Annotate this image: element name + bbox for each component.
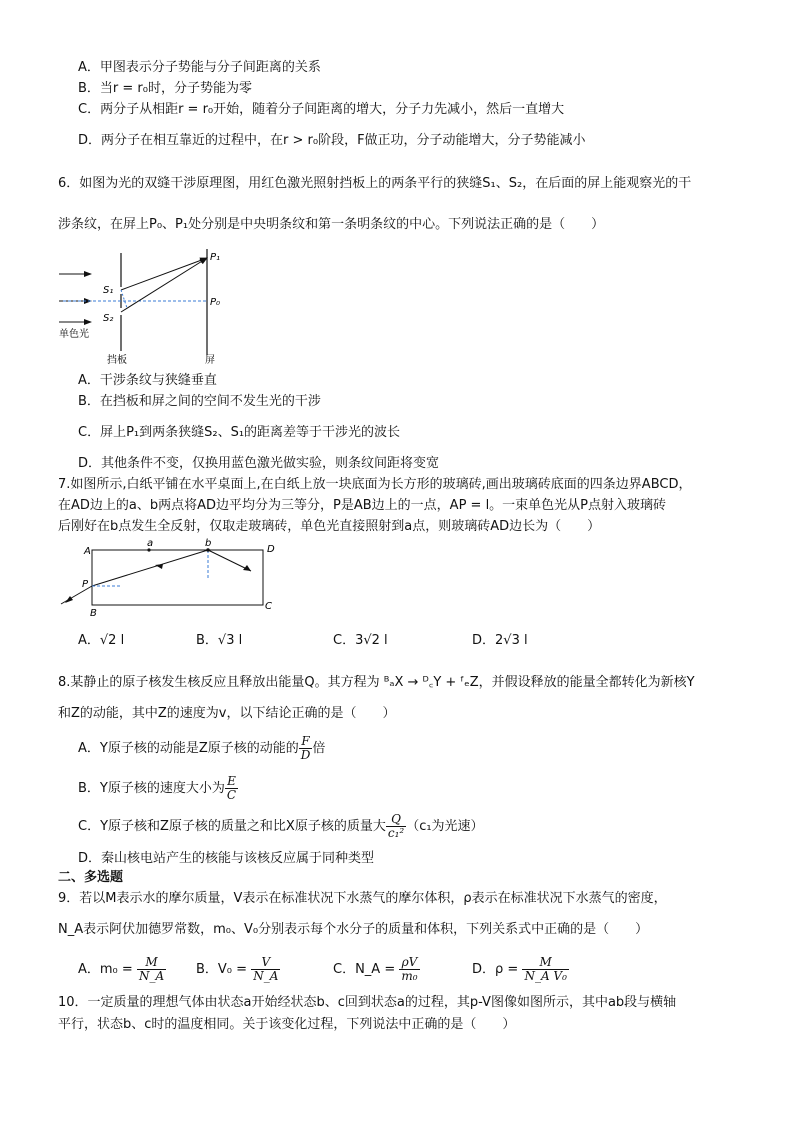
q8-option-a-fraction (299, 735, 313, 762)
q8-option-a-text: A．Y原子核的动能是Z原子核的动能的 (78, 741, 299, 756)
q8-option-c-post: （c₁为光速） (406, 819, 484, 834)
q10-stem-line2: 平行，状态b、c时的温度相同。关于该变化过程，下列说法中正确的是（ ） (58, 1017, 516, 1032)
q9-option-a-text: A．m₀ = (78, 962, 133, 977)
label-s1: S₁ (103, 285, 114, 296)
refracted-ray (92, 550, 208, 586)
label-C: C (265, 601, 272, 612)
q7-option-b: B．√3 l (196, 633, 243, 648)
label-D: D (267, 544, 275, 555)
q9-option-c-text: C．N_A = (333, 962, 396, 977)
q9-option-a (78, 955, 166, 985)
q7-option-a: A．√2 l (78, 633, 125, 648)
q5-option-c: C．两分子从相距r = r₀开始，随着分子间距离的增大，分子力先减小，然后一直增大 (78, 102, 565, 117)
q9-option-b-text: B．V₀ = (196, 962, 248, 977)
q9-option-c-den: m₀ (401, 969, 418, 983)
q9-option-b-den: N_A (253, 969, 279, 983)
label-s2: S₂ (103, 313, 114, 324)
q8-option-b-fraction (225, 775, 238, 802)
q6-stem-line1: 6．如图为光的双缝干涉原理图，用红色激光照射挡板上的两条平行的狭缝S₁、S₂，在后面的屏上能观察光的干 (58, 176, 692, 191)
label-p0: P₀ (210, 297, 221, 308)
label-p1: P₁ (210, 252, 221, 263)
q9-stem-line1: 9．若以M表示水的摩尔质量，V表示在标准状况下水蒸气的摩尔体积，ρ表示在标准状况下水蒸气的密度， (58, 891, 667, 906)
q8-option-d: D．秦山核电站产生的核能与该核反应属于同种类型 (78, 851, 375, 866)
q9-option-d-fraction (522, 956, 568, 983)
label-b: b (205, 538, 212, 549)
q9-option-c-num: ρV (399, 956, 419, 970)
q9-option-d-text: D．ρ = (472, 962, 519, 977)
q6-stem-line2: 涉条纹，在屏上P₀、P₁处分别是中央明条纹和第一条明条纹的中心。下列说法正确的是（ ） (58, 217, 605, 232)
q8-option-a (78, 734, 325, 764)
label-B: B (90, 608, 97, 618)
q7-stem-line1: 7.如图所示,白纸平铺在水平桌面上,在白纸上放一块底面为长方形的玻璃砖,画出玻璃砖底面的四条边界ABCD， (58, 477, 692, 492)
q9-option-a-fraction (137, 956, 166, 983)
q8-stem-line1: 8.某静止的原子核发生核反应且释放出能量Q。其方程为 ᴮₐX → ᴰ꜀Y + ᶠₑZ，并假设释放的能量全都转化为新核Y (58, 675, 695, 690)
q8-option-c-num: Q (386, 813, 406, 827)
q6-option-a: A．干涉条纹与狭缝垂直 (78, 373, 217, 388)
q8-option-b-text: B．Y原子核的速度大小为 (78, 781, 225, 796)
q10-stem-line1: 10．一定质量的理想气体由状态a开始经状态b、c回到状态a的过程，其p-V图像如图所示，其中ab段与横轴 (58, 995, 677, 1010)
q8-option-c-text: C．Y原子核和Z原子核的质量之和比X原子核的质量大 (78, 819, 386, 834)
q8-option-c-den: c₁² (387, 826, 405, 840)
q8-option-c-fraction (386, 813, 406, 840)
q9-option-d (472, 955, 569, 985)
incident-arrow-head (65, 596, 73, 603)
q9-option-b (196, 955, 280, 985)
q7-option-c: C．3√2 l (333, 633, 388, 648)
q7-glass-brick-figure (55, 536, 290, 618)
q6-double-slit-figure (55, 245, 245, 367)
q8-option-c (78, 812, 484, 842)
q9-option-c (333, 955, 420, 985)
q9-option-a-den: N_A (138, 969, 165, 983)
q6-option-b: B．在挡板和屏之间的空间不发生光的干涉 (78, 394, 321, 409)
q7-stem-line2: 在AD边上的a、b两点将AD边平均分为三等分，P是AB边上的一点，AP = l。一束单色光从P点射入玻璃砖 (58, 498, 667, 513)
q8-option-b-num: E (225, 775, 238, 789)
q7-option-d: D．2√3 l (472, 633, 528, 648)
label-P: P (82, 579, 89, 590)
q8-option-b (78, 774, 238, 804)
q9-option-d-num: M (522, 956, 568, 970)
q5-option-d: D．两分子在相互靠近的过程中，在r > r₀阶段，F做正功，分子动能增大，分子势能减小 (78, 133, 586, 148)
q8-option-a-num: F (299, 735, 313, 749)
section-multiple-choice-heading: 二、多选题 (58, 870, 124, 885)
reflected-ray (208, 550, 251, 571)
label-light: 单色光 (59, 329, 89, 340)
q9-option-c-fraction (399, 956, 419, 983)
label-baffle: 挡板 (107, 355, 127, 366)
label-screen: 屏 (205, 355, 215, 366)
q8-stem-line2: 和Z的动能，其中Z的速度为v，以下结论正确的是（ ） (58, 706, 396, 721)
q6-option-d: D．其他条件不变，仅换用蓝色激光做实验，则条纹间距将变宽 (78, 456, 440, 471)
q5-option-b: B．当r = r₀时，分子势能为零 (78, 81, 252, 96)
label-a: a (147, 538, 154, 549)
q8-option-a-den: D (300, 748, 311, 762)
q7-stem-line3: 后刚好在b点发生全反射，仅取走玻璃砖，单色光直接照射到a点，则玻璃砖AD边长为（ ） (58, 519, 601, 534)
q9-stem-line2: N_A表示阿伏加德罗常数，m₀、V₀分别表示每个水分子的质量和体积，下列关系式中正确的是（ ） (58, 922, 649, 937)
label-A: A (84, 546, 91, 557)
path-diff-helper (121, 290, 127, 308)
q9-option-b-fraction (251, 956, 280, 983)
q8-option-a-post: 倍 (312, 741, 326, 756)
q9-option-d-den: N_A V₀ (524, 969, 567, 983)
q5-option-a: A．甲图表示分子势能与分子间距离的关系 (78, 60, 321, 75)
q8-option-b-den: C (226, 788, 237, 802)
q9-option-b-num: V (251, 956, 280, 970)
q6-option-c: C．屏上P₁到两条狭缝S₂、S₁的距离差等于干涉光的波长 (78, 425, 401, 440)
brick-rectangle (92, 550, 263, 605)
q9-option-a-num: M (137, 956, 166, 970)
